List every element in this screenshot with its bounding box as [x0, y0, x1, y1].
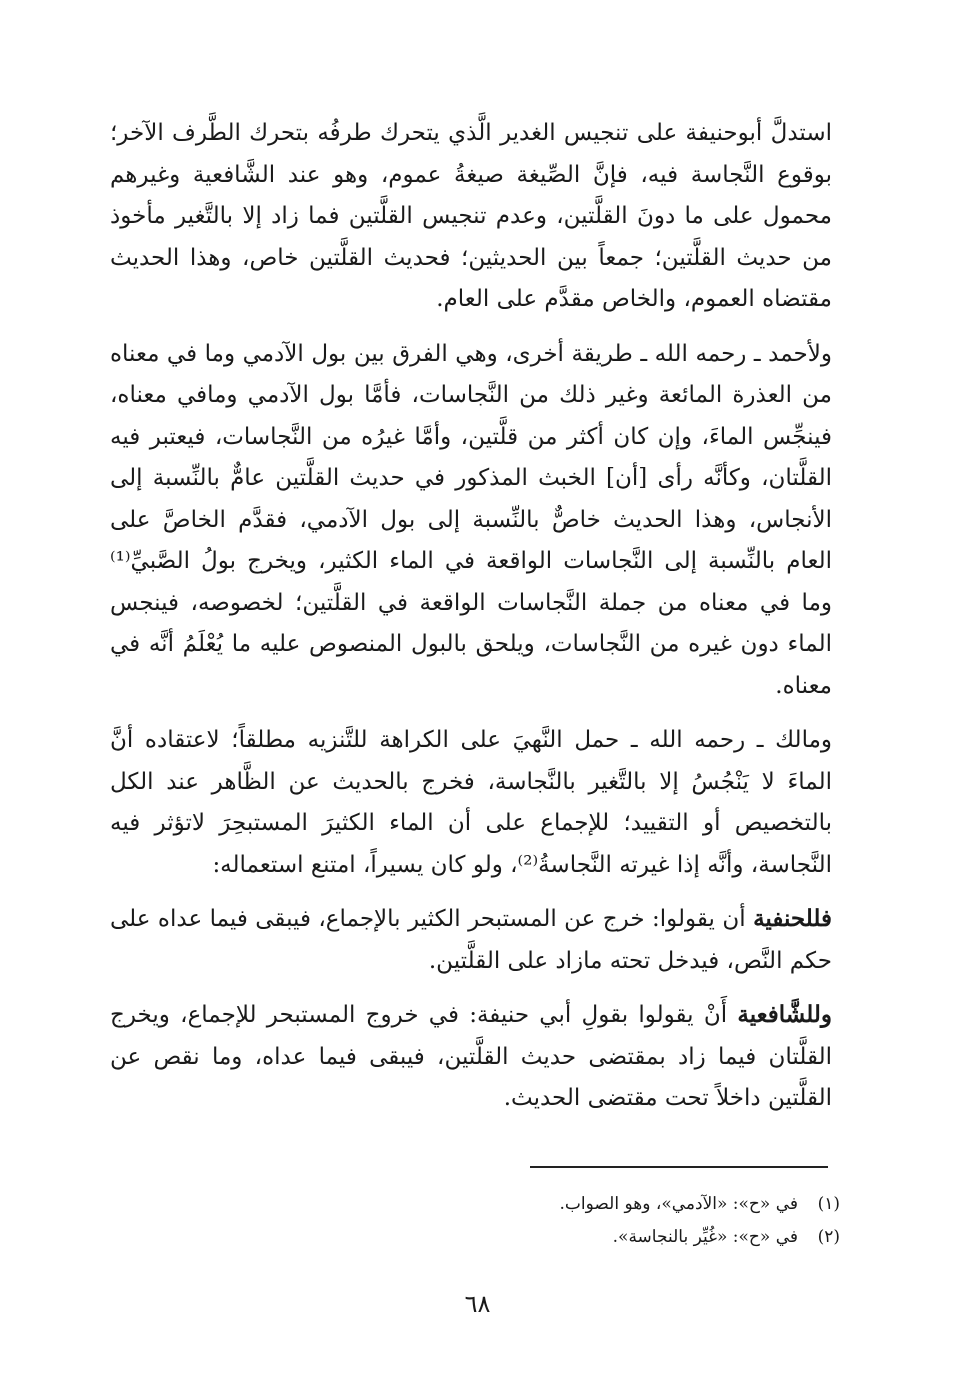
footnote-2 — [480, 1221, 840, 1254]
footnote-number: (٢) — [817, 1227, 840, 1247]
paragraph-2 — [110, 333, 832, 708]
footnotes — [480, 1188, 840, 1254]
page-body — [110, 112, 832, 1132]
paragraph-text: أَنْ يقولوا بقولِ أبي حنيفة: في خروج المستبحر للإجماع، ويخرج القلَّتان فيما زاد بمقتضى حديث القلَّتين، فيبقى فيما عداه، وما نقص عن القلَّتين داخلاً تحت مقتضى الحديث. — [110, 1002, 832, 1111]
paragraph-text: استدلَّ أبوحنيفة على تنجيس الغدير الَّذي يتحرك طرفُه بتحرك الطَّرف الآخر؛ بوقوع النَّجاسة فيه، فإنَّ الصِّيغة صيغةُ عموم، وهو عند الشَّافعية وغيرهم محمول على ما دونَ القلَّتين، وعدم تنجيس القلَّتين فما زاد إلا بالتَّغير مأخوذ من حديث القلَّتين؛ جمعاً بين الحديثين؛ فحديث القلَّتين خاص، وهذا الحديث مقتضاه العموم، والخاص مقدَّم على العام. — [110, 120, 832, 312]
footnote-divider — [530, 1166, 828, 1168]
paragraph-text: ولأحمد ـ رحمه الله ـ طريقة أخرى، وهي الفرق بين بول الآدمي وما في معناه من العذرة المائعة وغير ذلك من النَّجاسات، فأمَّا بول الآدمي ومافي معناه، فينجِّس الماءَ، وإن كان أكثر من قلَّتين، وأمَّا غيرُه من النَّجاسات، فيعتبر فيه القلَّتان، وكأنَّه رأى [أن] الخبث المذكور في حديث القلَّتين عامٌّ بالنِّسبة إلى الأنجاس، وهذا الحديث خاصٌّ بالنِّسبة إلى بول الآدمي، فقدَّم الخاصَّ على العام بالنِّسبة إلى النَّجاسات الواقعة في الماء الكثير، ويخرج بولُ الصَّبيِّ⁽¹⁾ وما في معناه من جملة النَّجاسات الواقعة في القلَّتين؛ لخصوصه، فينجس الماء دون غيره من النَّجاسات، ويلحق بالبول المنصوص عليه ما يُعْلَمُ أنَّه في معناه. — [110, 340, 832, 699]
paragraph-text: ومالك ـ رحمه الله ـ حمل النَّهيَ على الكراهة للتَّنزيه مطلقاً؛ لاعتقاده أنَّ الماءَ لا يَنْجُسُ إلا بالتَّغير بالنَّجاسة، فخرج بالحديث عن الظَّاهر عند الكل بالتخصيص أو التقييد؛ للإجماع على أن الماء الكثيرَ المستبحِرَ لاتؤثر فيه النَّجاسة، وأنَّه إذا غيرته النَّجاسةُ⁽²⁾، ولو كان يسيراً، امتنع استعماله: — [110, 727, 832, 878]
footnote-1 — [480, 1188, 840, 1221]
paragraph-1 — [110, 112, 832, 321]
paragraph-3 — [110, 719, 832, 886]
page-number: ٦٨ — [464, 1290, 491, 1318]
paragraph-5 — [110, 994, 832, 1120]
paragraph-4 — [110, 898, 832, 982]
paragraph-text: أن يقولوا: خرج عن المستبحر الكثير بالإجماع، فيبقى فيما عداه على حكم النَّص، فيدخل تحته مازاد على القلَّتين. — [110, 906, 832, 974]
footnote-text: في «ح»: «غُيِّر بالنجاسة». — [612, 1227, 798, 1247]
paragraph-lead-hanafi: فللحنفية — [753, 905, 832, 932]
footnote-text: في «ح»: «الآدمي»، وهو الصواب. — [559, 1194, 798, 1214]
paragraph-lead-shafii: وللشَّافعية — [737, 1001, 832, 1028]
footnote-number: (١) — [817, 1194, 840, 1214]
